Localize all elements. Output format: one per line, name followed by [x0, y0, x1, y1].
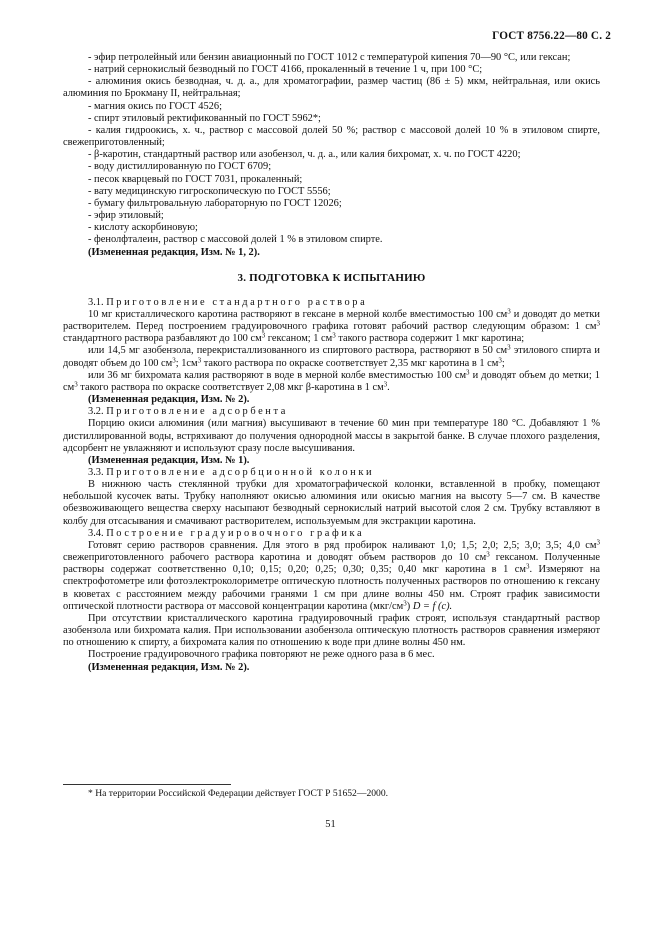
text-run: )	[406, 600, 413, 612]
footnote: * На территории Российской Федерации действует ГОСТ Р 51652—2000.	[88, 788, 389, 799]
superscript: 3	[466, 368, 470, 377]
edit-note: (Измененная редакция, Изм. № 1).	[88, 454, 250, 466]
superscript: 3	[525, 562, 530, 571]
text-run: такого раствора по окраске соответствует 2,08 мкг β-каротина в 1 см	[77, 381, 384, 393]
text-run: гексаном. Полученные растворы содержат соответственно 0,10; 0,15; 0,20; 0,25; 0,30; 0,35; 0,40 мкг каротина в 1 см	[63, 552, 600, 576]
subsection-number: 3.4.	[88, 527, 104, 539]
text-run: ;	[501, 357, 505, 369]
page-header: ГОСТ 8756.22—80 С. 2	[492, 30, 611, 42]
paragraph	[63, 345, 600, 369]
subsection-title: Приготовление адсорбента	[106, 406, 288, 418]
subsection-heading-3-2	[63, 406, 600, 418]
subsection-number: 3.3.	[88, 467, 104, 478]
text-run: этилового спирта и доводят объем до 100 см	[63, 345, 600, 369]
superscript: 3	[498, 356, 502, 365]
text-run: .	[387, 381, 390, 393]
paragraph	[63, 370, 600, 394]
subsection-title: Построение градуировочного графика	[106, 527, 365, 539]
list-item: - вату медицинскую гигроскопическую по ГОСТ 5556;	[88, 185, 331, 197]
subsection-number: 3.2.	[88, 406, 104, 418]
text-run: . Измеряют на спектрофотометре или фотоэлектроколориметре оптическую плотность полученных растворов по отношению к гексану в кюветах с расстоянием между рабочими гранями 1 см при длине волны 450 нм. Строят график зависимости оптической плотности раствора от массовой концентрации каротина (мкг/см	[63, 564, 600, 612]
superscript: 3	[172, 356, 176, 365]
subsection-number: 3.1.	[88, 296, 104, 308]
superscript: 3	[74, 380, 78, 389]
text-run: или 36 мг бихромата калия растворяют в воде в мерной колбе вместимостью 100 см	[88, 369, 467, 381]
subsection-heading-3-4	[63, 528, 600, 540]
subsection-title: Приготовление стандартного раствора	[106, 296, 368, 308]
list-item: - фенолфталеин, раствор с массовой долей 1 % в этиловом спирте.	[88, 234, 383, 246]
list-item: - песок кварцевый по ГОСТ 7031, прокаленный;	[88, 173, 303, 185]
paragraph	[63, 309, 600, 345]
superscript: 3	[507, 307, 511, 316]
superscript: 3	[403, 599, 407, 608]
text-run: стандартного раствора разбавляют до 100 см	[63, 333, 262, 345]
superscript: 3	[383, 380, 388, 389]
text-run: ; 1см	[175, 357, 198, 369]
paragraph	[63, 540, 600, 613]
paragraph: Построение градуировочного графика повторяют не реже одного раза в 6 мес.	[88, 649, 435, 661]
text-run: и доводят до метки растворителем. Перед построением градуировочного графика готовят рабочий раствор следующим образом: 1 см	[63, 308, 600, 333]
text-run: гексаном; 1 см	[265, 333, 333, 345]
edit-note: (Измененная редакция, Изм. № 2).	[88, 661, 250, 673]
edit-note: (Измененная редакция, Изм. № 1, 2).	[88, 246, 260, 258]
list-item: - бумагу фильтровальную лабораторную по ГОСТ 12026;	[88, 197, 342, 209]
page-number: 51	[325, 819, 336, 830]
formula: D = f (c).	[412, 600, 453, 612]
text-run: такого раствора содержит 1 мкг каротина;	[335, 333, 525, 345]
text-run: или 14,5 мг азобензола, перекристаллизованного из спиртового раствора, растворяют в 50 см	[88, 345, 508, 357]
footnote-divider	[63, 784, 231, 785]
edit-note: (Измененная редакция, Изм. № 2).	[88, 394, 250, 406]
superscript: 3	[596, 319, 600, 328]
text-run: и доводят объем до метки; 1 см	[63, 369, 600, 393]
superscript: 3	[507, 343, 511, 352]
list-item: - алюминия окись безводная, ч. д. а., для хроматографии, размер частиц (86 ± 5) мкм, нейтральная, или окись алюминия по Брокману II, нейтральная;	[63, 76, 600, 100]
list-item: - эфир этиловый;	[88, 210, 164, 222]
reagents-list	[63, 52, 600, 247]
text-run: Готовят серию растворов сравнения. Для этого в ряд пробирок наливают 1,0; 1,5; 2,0; 2,5; 3,0; 3,5; 4,0 см	[88, 539, 597, 551]
paragraph: Порцию окиси алюминия (или магния) высушивают в течение 60 мин при температуре 180 °С. Добавляют 1 % дистиллированной воды, встряхивают до получения однородной массы в закрытой банке. В случае плохого разделения, адсорбент не увлажняют и используют сразу после высушивания.	[63, 418, 600, 454]
list-item: - эфир петролейный или бензин авиационный по ГОСТ 1012 с температурой кипения 70—90 °С, или гексан;	[88, 52, 571, 63]
paragraph: При отсутствии кристаллического каротина градуировочный график строят, используя стандартный раствор азобензола или бихромата калия. При использовании азобензола оптическую плотность растворов сравнения измеряют по отношению к спирту, а бихромата калия по отношению к воде при длине волны 450 нм.	[63, 612, 600, 649]
list-item: - кислоту аскорбиновую;	[88, 222, 198, 234]
superscript: 3	[197, 356, 202, 365]
subsection-heading-3-1	[63, 297, 600, 309]
text-run: свежеприготовленного рабочего раствора каротина и доводят объем растворов до 10 см	[63, 552, 487, 564]
list-item: - натрий сернокислый безводный по ГОСТ 4166, прокаленный в течение 1 ч, при 100 °С;	[88, 64, 483, 76]
subsection-title: Приготовление адсорбционной колонки	[106, 467, 375, 478]
list-item: - магния окись по ГОСТ 4526;	[88, 100, 222, 112]
subsection-heading-3-3	[63, 467, 600, 479]
superscript: 3	[486, 550, 490, 559]
superscript: 3	[261, 331, 266, 340]
superscript: 3	[332, 331, 336, 340]
superscript: 3	[596, 538, 600, 547]
list-item: - β-каротин, стандартный раствор или азобензол, ч. д. а., или калия бихромат, х. ч. по ГОСТ 4220;	[88, 149, 521, 161]
text-run: 10 мг кристаллического каротина растворяют в гексане в мерной колбе вместимостью 100 см	[88, 308, 508, 320]
document-body	[63, 52, 600, 674]
paragraph: В нижнюю часть стеклянной трубки для хроматографической колонки, вставленной в пробку, помещают небольшой кусочек ваты. Трубку наполняют окисью алюминия или окисью магния на высоту 5—7 см. В качестве обезвоживающего вещества сверху насыпают безводный сернокислый натрий высотой слоя 2 см. Трубку вставляют в колбу для отсасывания и смачивают растворителем, используемым для экстракции каротина.	[63, 479, 600, 527]
list-item: - спирт этиловый ректификованный по ГОСТ 5962*;	[88, 112, 321, 124]
section-title: 3. ПОДГОТОВКА К ИСПЫТАНИЮ	[237, 271, 426, 284]
list-item: - воду дистиллированную по ГОСТ 6709;	[88, 161, 272, 173]
text-run: такого раствора по окраске соответствует 2,35 мкг каротина в 1 см	[201, 357, 499, 369]
list-item: - калия гидроокись, х. ч., раствор с массовой долей 50 %; раствор с массовой долей 10 % в этиловом спирте, свежеприготовленный;	[63, 124, 600, 149]
